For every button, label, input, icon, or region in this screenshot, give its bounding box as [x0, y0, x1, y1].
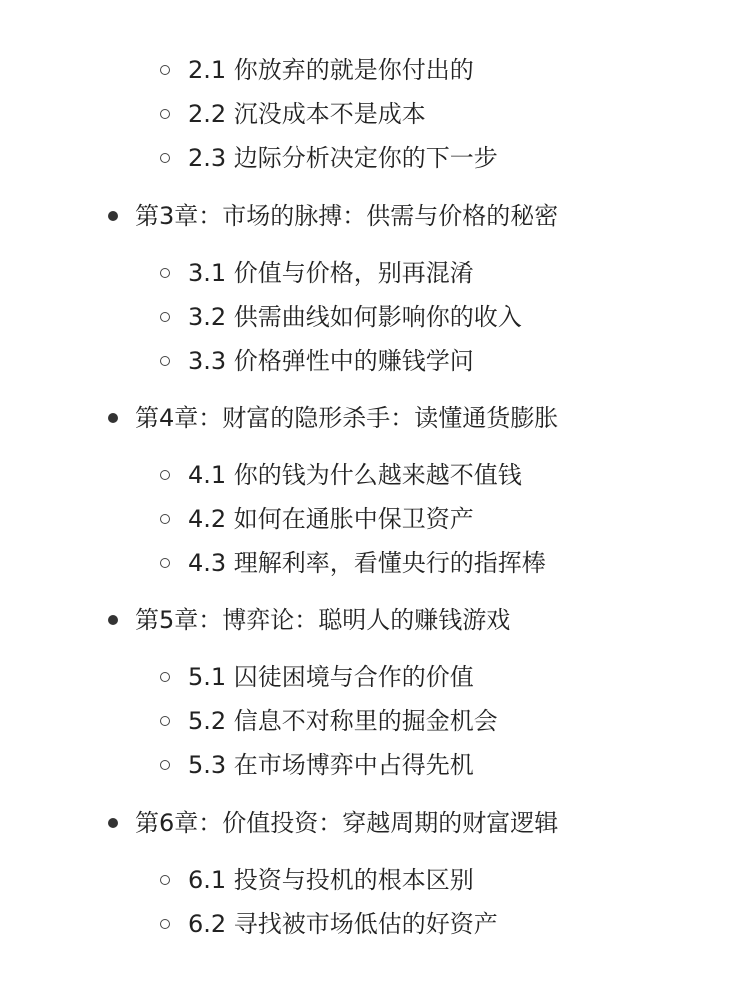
toc-section-label: 4.2 如何在通胀中保卫资产	[188, 505, 474, 533]
hollow-circle-bullet-icon	[160, 268, 170, 278]
toc-section-5-2[interactable]	[160, 704, 498, 738]
toc-section-label: 5.2 信息不对称里的掘金机会	[188, 707, 498, 735]
toc-section-label: 5.3 在市场博弈中占得先机	[188, 751, 474, 779]
hollow-circle-bullet-icon	[160, 65, 170, 75]
filled-circle-bullet-icon	[108, 615, 118, 625]
hollow-circle-bullet-icon	[160, 312, 170, 322]
hollow-circle-bullet-icon	[160, 558, 170, 568]
hollow-circle-bullet-icon	[160, 716, 170, 726]
toc-section-label: 5.1 囚徒困境与合作的价值	[188, 663, 474, 691]
toc-section-4-1[interactable]	[160, 458, 522, 492]
toc-section-5-1[interactable]	[160, 660, 474, 694]
filled-circle-bullet-icon	[108, 211, 118, 221]
hollow-circle-bullet-icon	[160, 919, 170, 929]
hollow-circle-bullet-icon	[160, 356, 170, 366]
hollow-circle-bullet-icon	[160, 514, 170, 524]
toc-section-6-1[interactable]	[160, 863, 474, 897]
toc-section-label: 3.3 价格弹性中的赚钱学问	[188, 347, 474, 375]
hollow-circle-bullet-icon	[160, 153, 170, 163]
toc-section-label: 3.2 供需曲线如何影响你的收入	[188, 303, 522, 331]
toc-section-3-1[interactable]	[160, 256, 474, 290]
toc-section-5-3[interactable]	[160, 748, 474, 782]
filled-circle-bullet-icon	[108, 413, 118, 423]
toc-chapter-title: 第3章：市场的脉搏：供需与价格的秘密	[135, 202, 559, 230]
toc-chapter-3[interactable]	[108, 199, 558, 233]
toc-section-4-2[interactable]	[160, 502, 474, 536]
hollow-circle-bullet-icon	[160, 109, 170, 119]
hollow-circle-bullet-icon	[160, 875, 170, 885]
toc-chapter-title: 第5章：博弈论：聪明人的赚钱游戏	[135, 606, 511, 634]
toc-chapter-4[interactable]	[108, 401, 558, 435]
toc-section-6-2[interactable]	[160, 907, 498, 941]
toc-section-label: 6.1 投资与投机的根本区别	[188, 866, 474, 894]
toc-section-label: 6.2 寻找被市场低估的好资产	[188, 910, 498, 938]
hollow-circle-bullet-icon	[160, 760, 170, 770]
toc-section-label: 3.1 价值与价格，别再混淆	[188, 259, 474, 287]
toc-section-label: 2.3 边际分析决定你的下一步	[188, 144, 498, 172]
toc-section-3-3[interactable]	[160, 344, 474, 378]
toc-section-3-2[interactable]	[160, 300, 522, 334]
toc-section-label: 4.3 理解利率，看懂央行的指挥棒	[188, 549, 546, 577]
toc-section-2-1[interactable]	[160, 53, 474, 87]
toc-chapter-6[interactable]	[108, 806, 558, 840]
toc-section-label: 4.1 你的钱为什么越来越不值钱	[188, 461, 522, 489]
toc-section-2-2[interactable]	[160, 97, 426, 131]
hollow-circle-bullet-icon	[160, 470, 170, 480]
toc-section-2-3[interactable]	[160, 141, 498, 175]
toc-chapter-title: 第4章：财富的隐形杀手：读懂通货膨胀	[135, 404, 559, 432]
toc-chapter-title: 第6章：价值投资：穿越周期的财富逻辑	[135, 809, 559, 837]
toc-section-4-3[interactable]	[160, 546, 546, 580]
toc-chapter-5[interactable]	[108, 603, 510, 637]
toc-section-label: 2.2 沉没成本不是成本	[188, 100, 426, 128]
hollow-circle-bullet-icon	[160, 672, 170, 682]
filled-circle-bullet-icon	[108, 818, 118, 828]
toc-section-label: 2.1 你放弃的就是你付出的	[188, 56, 474, 84]
